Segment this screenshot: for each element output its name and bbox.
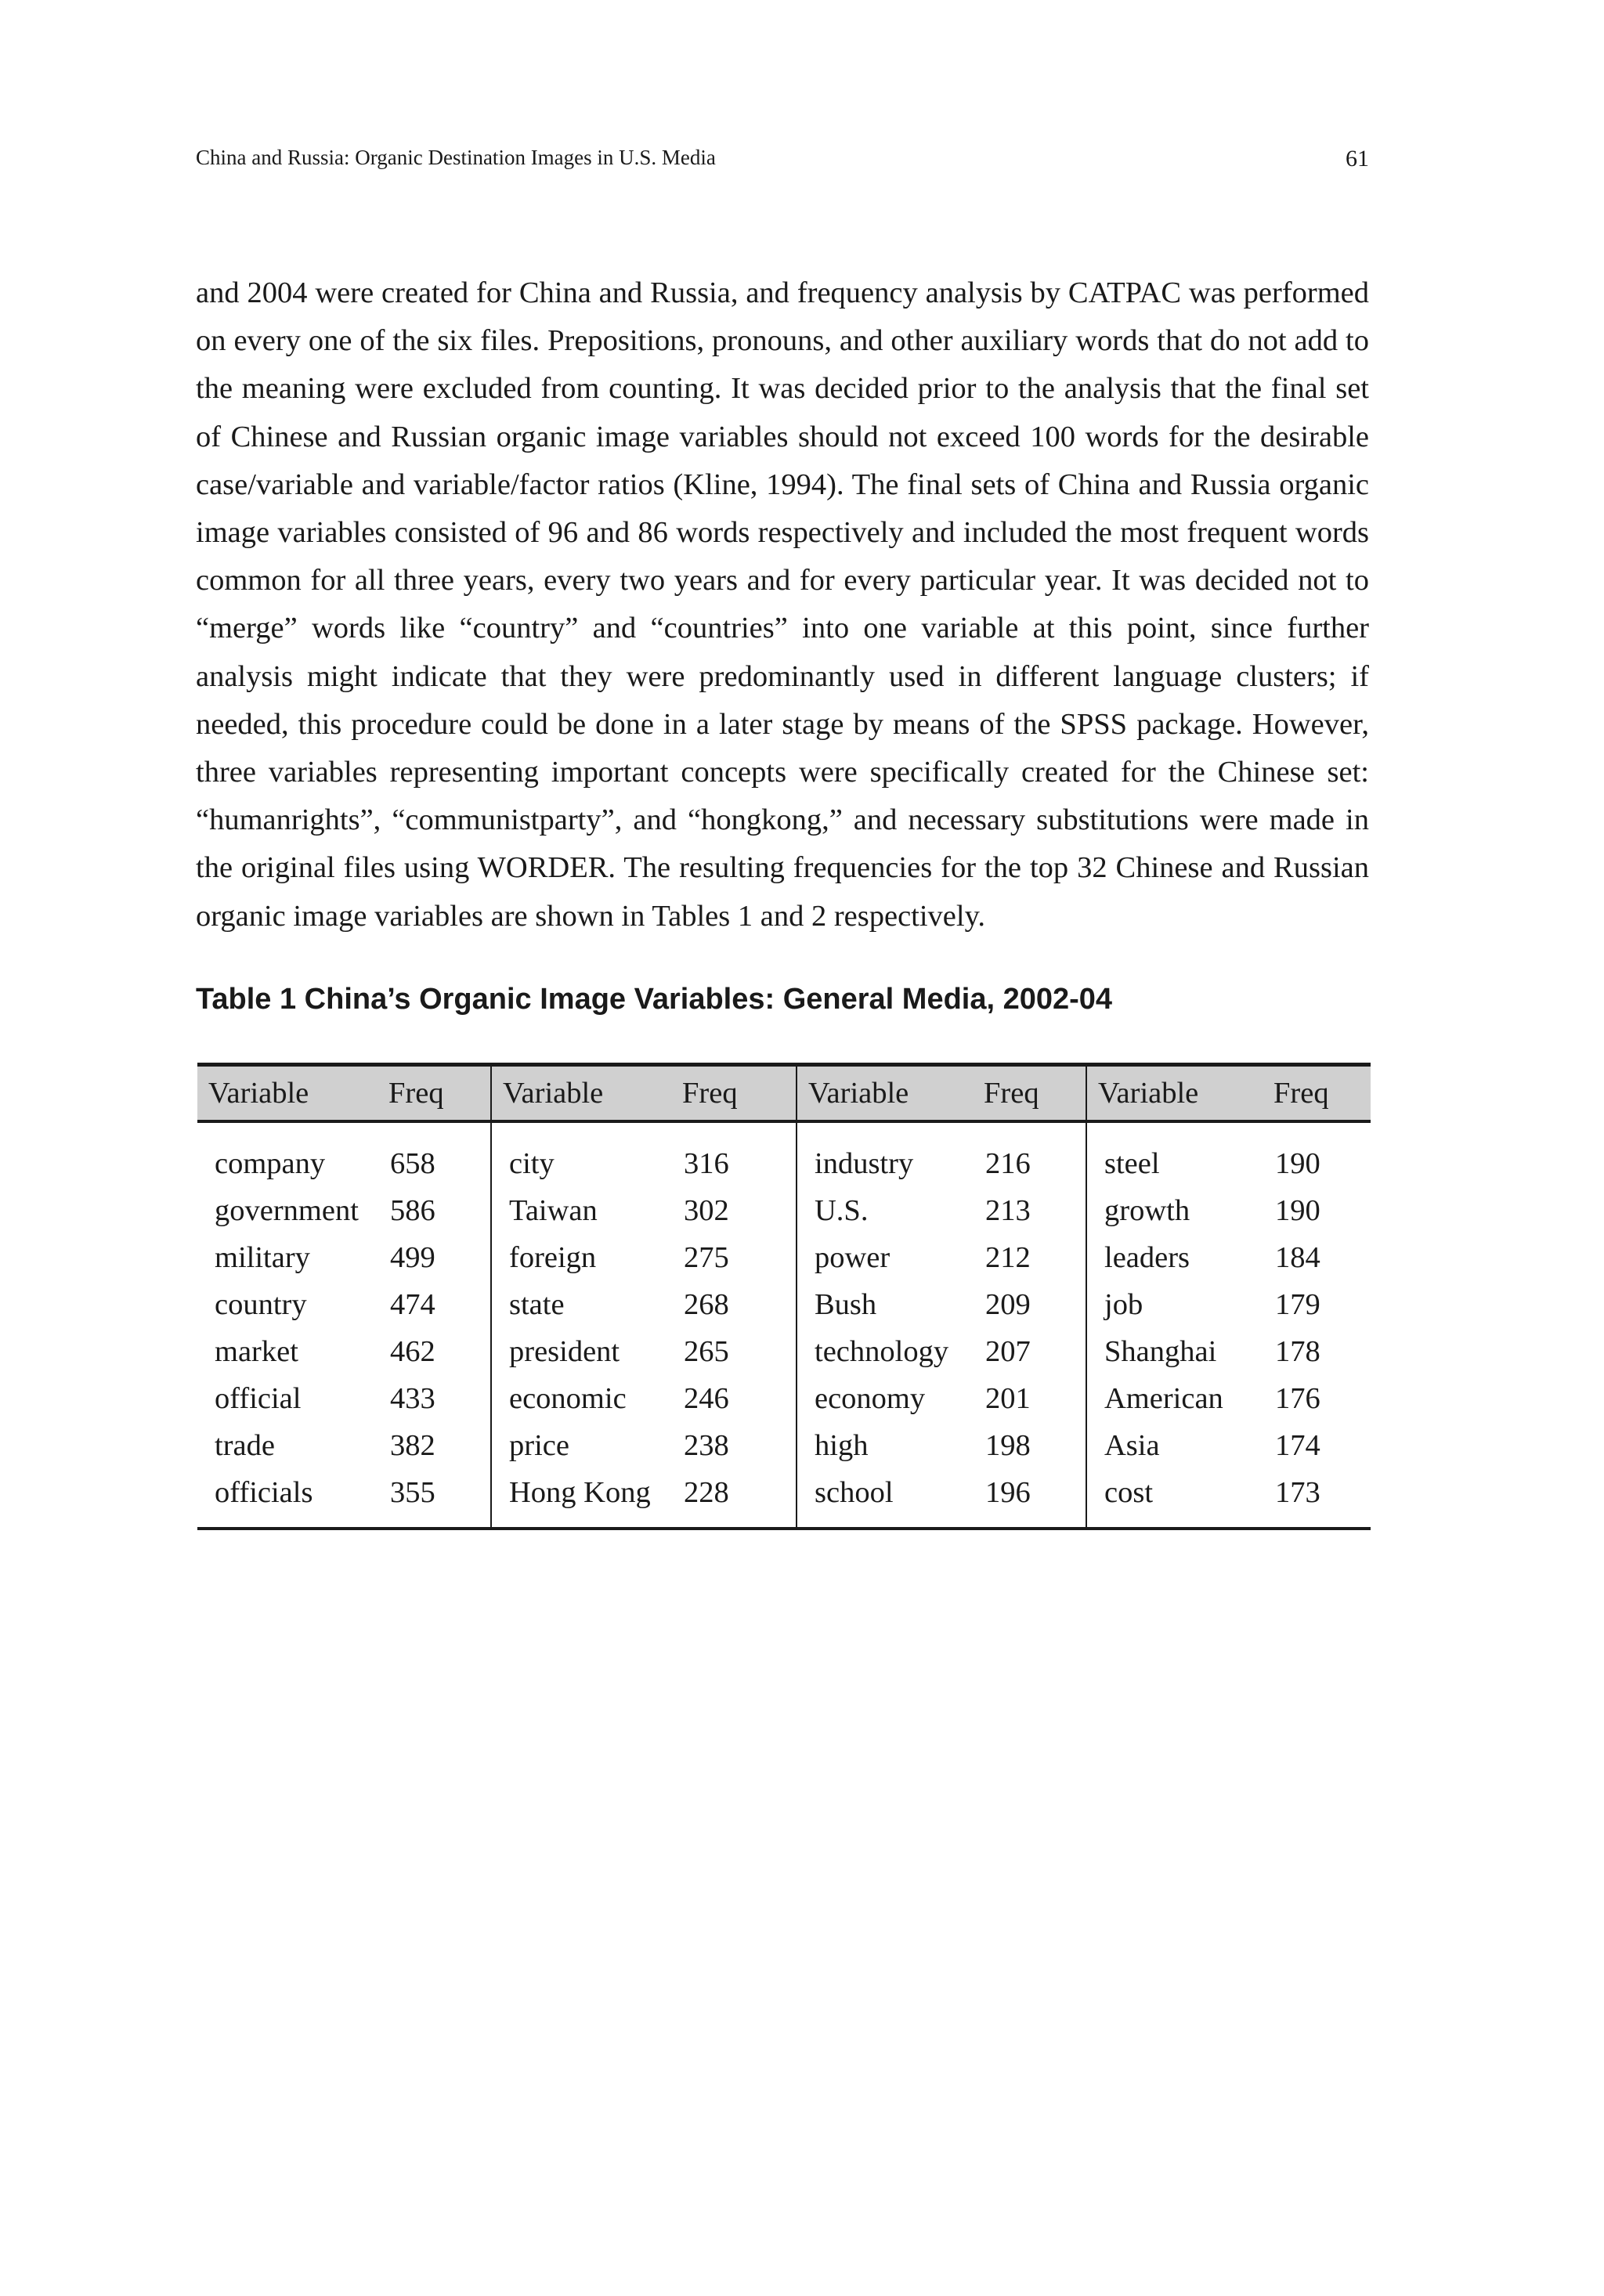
- running-head: [196, 146, 1369, 177]
- freq-cell: 179: [1275, 1288, 1320, 1321]
- table-row: [197, 1234, 1371, 1281]
- freq-cell: 302: [684, 1194, 729, 1227]
- variable-cell: foreign: [491, 1234, 679, 1281]
- freq-cell: 462: [390, 1335, 435, 1368]
- header-variable: Variable: [1086, 1065, 1270, 1122]
- variable-cell: country: [215, 1288, 307, 1321]
- table-row: [197, 1121, 1371, 1187]
- freq-cell: 176: [1275, 1382, 1320, 1415]
- table-row: [197, 1187, 1371, 1234]
- header-variable: Variable: [197, 1065, 385, 1122]
- freq-cell: 178: [1275, 1335, 1320, 1368]
- variable-cell: U.S.: [797, 1187, 981, 1234]
- variable-cell: city: [491, 1121, 679, 1187]
- freq-cell: 216: [985, 1147, 1031, 1180]
- page-number: 61: [1346, 146, 1369, 171]
- freq-cell: 268: [684, 1288, 729, 1321]
- freq-cell: 265: [684, 1335, 729, 1368]
- table-row: [197, 1375, 1371, 1422]
- freq-cell: 275: [684, 1241, 729, 1274]
- variable-cell: state: [491, 1281, 679, 1328]
- freq-cell: 382: [390, 1429, 435, 1462]
- variable-cell: high: [797, 1422, 981, 1469]
- variable-cell: official: [215, 1382, 302, 1415]
- variable-cell: military: [215, 1241, 310, 1274]
- table-row: [197, 1469, 1371, 1529]
- body-paragraph: and 2004 were created for China and Russia, and frequency analysis by CATPAC was performed on every one of the six files. Prepositions, pronouns, and other auxiliary words that do not add to the meaning were excluded from counting. It was decided prior to the analysis that the final set of Chinese and Russian organic image variables should not exceed 100 words for the desirable case/variable and variable/factor ratios (Kline, 1994). The final sets of China and Russia organic image variables consisted of 96 and 86 words respectively and included the most frequent words common for all three years, every two years and for every particular year. It was decided not to “merge” words like “country” and “countries” into one variable at this point, since further analysis might indicate that they were predominantly used in different language clusters; if needed, this procedure could be done in a later stage by means of the SPSS package. However, three variables representing important concepts were specifically created for the Chinese set: “humanrights”, “communistparty”, and “hongkong,” and necessary substitutions were made in the original files using WORDER. The resulting frequencies for the top 32 Chinese and Russian organic image variables are shown in Tables 1 and 2 respectively.: [196, 276, 1369, 933]
- variable-cell: job: [1086, 1281, 1270, 1328]
- header-freq: Freq: [981, 1065, 1086, 1122]
- variable-cell: Asia: [1086, 1422, 1270, 1469]
- table-row: [197, 1328, 1371, 1375]
- header-variable: Variable: [797, 1065, 981, 1122]
- variable-cell: price: [491, 1422, 679, 1469]
- freq-cell: 586: [390, 1194, 435, 1227]
- freq-cell: 209: [985, 1288, 1031, 1321]
- variable-cell: economic: [491, 1375, 679, 1422]
- variable-cell: officials: [215, 1476, 313, 1509]
- freq-cell: 196: [985, 1476, 1031, 1509]
- table-body: [197, 1121, 1371, 1529]
- freq-cell: 246: [684, 1382, 729, 1415]
- variable-cell: market: [215, 1335, 298, 1368]
- header-freq: Freq: [385, 1065, 491, 1122]
- variable-cell: growth: [1086, 1187, 1270, 1234]
- freq-cell: 474: [390, 1288, 435, 1321]
- freq-cell: 228: [684, 1476, 729, 1509]
- variable-cell: American: [1086, 1375, 1270, 1422]
- freq-cell: 207: [985, 1335, 1031, 1368]
- variable-cell: Shanghai: [1086, 1328, 1270, 1375]
- variable-cell: Taiwan: [491, 1187, 679, 1234]
- freq-cell: 316: [684, 1147, 729, 1180]
- table-header-row: [197, 1065, 1371, 1122]
- freq-cell: 190: [1275, 1147, 1320, 1180]
- table-row: [197, 1281, 1371, 1328]
- freq-cell: 184: [1275, 1241, 1320, 1274]
- variable-cell: cost: [1086, 1469, 1270, 1529]
- freq-cell: 190: [1275, 1194, 1320, 1227]
- variable-cell: government: [215, 1194, 359, 1227]
- variable-cell: company: [215, 1147, 326, 1180]
- freq-cell: 198: [985, 1429, 1031, 1462]
- variable-cell: economy: [797, 1375, 981, 1422]
- freq-cell: 499: [390, 1241, 435, 1274]
- variable-cell: steel: [1086, 1121, 1270, 1187]
- variable-cell: trade: [215, 1429, 275, 1462]
- variable-cell: leaders: [1086, 1234, 1270, 1281]
- table-caption: Table 1 China’s Organic Image Variables: General Media, 2002-04: [196, 983, 1113, 1016]
- freq-cell: 201: [985, 1382, 1031, 1415]
- freq-cell: 212: [985, 1241, 1031, 1274]
- variable-cell: Hong Kong: [491, 1469, 679, 1529]
- header-freq: Freq: [1270, 1065, 1371, 1122]
- freq-cell: 173: [1275, 1476, 1320, 1509]
- header-variable: Variable: [491, 1065, 679, 1122]
- freq-cell: 355: [390, 1476, 435, 1509]
- running-title: China and Russia: Organic Destination Images in U.S. Media: [196, 146, 716, 169]
- freq-cell: 433: [390, 1382, 435, 1415]
- freq-cell: 174: [1275, 1429, 1320, 1462]
- freq-cell: 658: [390, 1147, 435, 1180]
- freq-cell: 238: [684, 1429, 729, 1462]
- variable-cell: technology: [797, 1328, 981, 1375]
- variable-cell: industry: [797, 1121, 981, 1187]
- frequency-table: [197, 1063, 1371, 1530]
- header-freq: Freq: [679, 1065, 797, 1122]
- freq-cell: 213: [985, 1194, 1031, 1227]
- variable-cell: power: [797, 1234, 981, 1281]
- variable-cell: president: [491, 1328, 679, 1375]
- variable-cell: Bush: [797, 1281, 981, 1328]
- variable-cell: school: [797, 1469, 981, 1529]
- table-row: [197, 1422, 1371, 1469]
